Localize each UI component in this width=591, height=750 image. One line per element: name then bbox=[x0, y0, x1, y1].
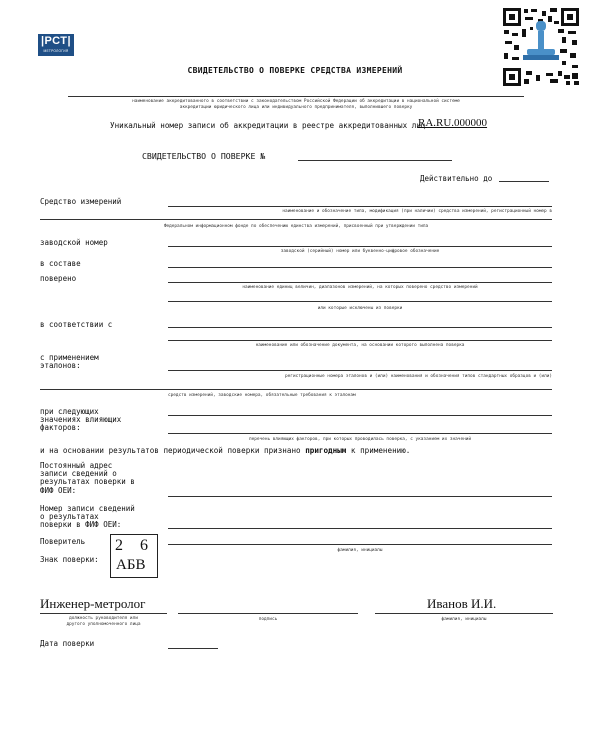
logo-caption: МЕТРОЛОГИЯ bbox=[43, 49, 69, 53]
etalons-field-2[interactable] bbox=[40, 389, 552, 390]
address-label-1: Постоянный адрес bbox=[40, 461, 113, 470]
conclusion-post: к применению. bbox=[350, 446, 411, 455]
verification-date-label: Дата поверки bbox=[40, 639, 95, 648]
instrument-label: Средство измерений bbox=[40, 197, 122, 206]
name-line bbox=[375, 613, 553, 614]
accred-caption-1: наименование аккредитованного в соответствии с законодательством Российской Федерации об аккредитации в национальной системе bbox=[132, 99, 460, 104]
verified-label: поверено bbox=[40, 274, 77, 283]
instrument-caption-1: наименование и обозначение типа, модификация (при наличии) средства измерений, регистрационный номер в bbox=[282, 209, 552, 214]
position-caption-1: должность руководителя или bbox=[69, 616, 138, 621]
record-label-2: о результатах bbox=[40, 512, 99, 521]
valid-until-label: Действительно до bbox=[420, 174, 493, 183]
factors-label-1: при следующих bbox=[40, 407, 99, 416]
address-label-3: результатах поверки в bbox=[40, 477, 135, 486]
verification-date-field[interactable] bbox=[168, 648, 218, 649]
certificate-number-field[interactable] bbox=[298, 160, 452, 161]
certificate-number-label: СВИДЕТЕЛЬСТВО О ПОВЕРКЕ № bbox=[142, 151, 266, 161]
mark-top-left: 2 bbox=[115, 537, 123, 554]
verified-caption: наименование единиц величин, диапазонов измерений, на которых поверено средство измерений bbox=[242, 285, 478, 290]
conclusion-word: пригодным bbox=[305, 446, 347, 455]
instrument-field[interactable] bbox=[168, 206, 552, 207]
signatory-position: Инженер-метролог bbox=[40, 596, 146, 611]
accred-caption-2: аккредитации юридического лица или индивидуального предпринимателя, выполнившего поверку bbox=[179, 105, 413, 110]
accordance-label: в соответствии с bbox=[40, 320, 113, 329]
name-caption: фамилия, инициалы bbox=[441, 617, 487, 622]
accordance-caption: наименование или обозначение документа, на основании которого выполнена поверка bbox=[255, 343, 465, 348]
conclusion-text bbox=[40, 446, 410, 455]
accordance-field-2[interactable] bbox=[168, 340, 552, 341]
position-line bbox=[40, 613, 167, 614]
mark-bottom: АБВ bbox=[116, 557, 146, 573]
address-field[interactable] bbox=[168, 496, 552, 497]
registry-label: Уникальный номер записи об аккредитации в реестре аккредитованных лиц bbox=[110, 121, 426, 130]
mark-label: Знак поверки: bbox=[40, 555, 99, 564]
conclusion-pre: и на основании результатов периодической поверки признано bbox=[40, 446, 301, 455]
rst-logo bbox=[38, 34, 74, 56]
factors-label-2: значениях влияющих bbox=[40, 415, 122, 424]
etalons-caption-1: регистрационные номера эталонов и (или) наименования и обозначения типов стандартных образцов и (или) bbox=[285, 374, 552, 379]
signature-caption: подпись bbox=[258, 617, 278, 622]
serial-label: заводской номер bbox=[40, 238, 108, 247]
etalons-field[interactable] bbox=[168, 370, 552, 371]
record-label-1: Номер записи сведений bbox=[40, 504, 135, 513]
accordance-field[interactable] bbox=[168, 327, 552, 328]
factors-field[interactable] bbox=[168, 415, 552, 416]
serial-caption: заводской (серийный) номер или буквенно-цифровое обозначение bbox=[280, 249, 440, 254]
etalons-label-2: эталонов: bbox=[40, 361, 81, 370]
verified-field[interactable] bbox=[168, 282, 552, 283]
instrument-caption-2: Федеральном информационном фонде по обеспечению единства измерений, присвоенный при утверждении типа bbox=[163, 224, 429, 229]
verifier-caption: фамилия, инициалы bbox=[337, 548, 383, 553]
factors-caption: перечень влияющих факторов, при которых проводилась поверка, с указанием их значений bbox=[248, 437, 472, 442]
instrument-field-2[interactable] bbox=[40, 219, 552, 220]
mark-top-right: 6 bbox=[140, 537, 148, 554]
excluded-caption: или которые исключены из поверки bbox=[317, 306, 403, 311]
verifier-field[interactable] bbox=[168, 544, 552, 545]
etalons-label-1: с применением bbox=[40, 353, 99, 362]
record-label-3: поверки в ФИФ ОЕИ: bbox=[40, 520, 122, 529]
address-label-4: ФИФ ОЕИ: bbox=[40, 486, 77, 495]
signatory-name: Иванов И.И. bbox=[427, 596, 497, 611]
document-title: СВИДЕТЕЛЬСТВО О ПОВЕРКЕ СРЕДСТВА ИЗМЕРЕНИЙ bbox=[187, 66, 403, 75]
accred-line bbox=[68, 96, 524, 97]
logo-mark: |РСТ| bbox=[40, 35, 72, 47]
qr-code-icon bbox=[502, 7, 580, 87]
position-caption-2: другого уполномоченного лица bbox=[66, 622, 141, 627]
etalons-caption-2: средств измерений, заводские номера, обязательные требования к эталонам bbox=[168, 393, 356, 398]
serial-field[interactable] bbox=[168, 246, 552, 247]
verifier-label: Поверитель bbox=[40, 537, 86, 546]
address-label-2: записи сведений о bbox=[40, 469, 117, 478]
factors-field-2[interactable] bbox=[168, 433, 552, 434]
composition-label: в составе bbox=[40, 259, 81, 268]
registry-number: RA.RU.000000 bbox=[418, 117, 488, 129]
record-field[interactable] bbox=[168, 528, 552, 529]
excluded-field[interactable] bbox=[168, 301, 552, 302]
composition-field[interactable] bbox=[168, 267, 552, 268]
valid-until-field[interactable] bbox=[499, 181, 549, 182]
signature-line[interactable] bbox=[178, 613, 358, 614]
factors-label-3: факторов: bbox=[40, 423, 81, 432]
verification-mark bbox=[110, 534, 158, 578]
